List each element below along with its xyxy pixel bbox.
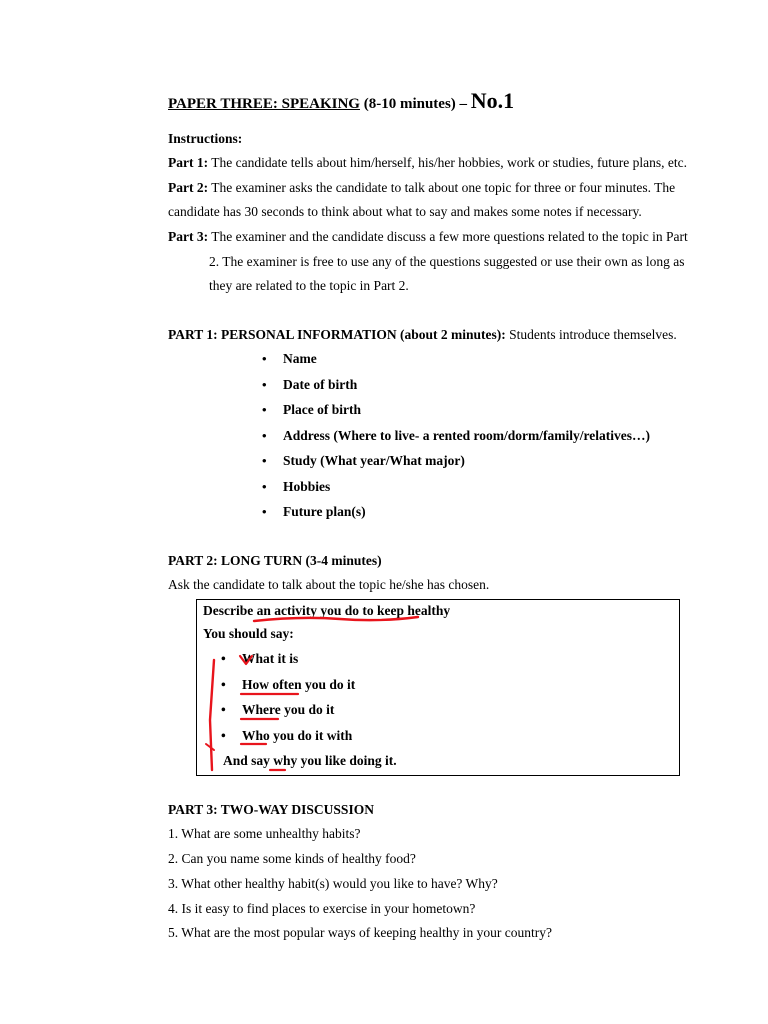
part1-heading-label: PART 1: PERSONAL INFORMATION (about 2 minutes): [168, 327, 506, 342]
instruction-part3-text: The examiner and the candidate discuss a few more questions related to the topic in Part [208, 229, 688, 244]
title-main: PAPER THREE: SPEAKING [168, 96, 360, 112]
cue-card [196, 599, 680, 776]
title-duration: (8-10 minutes) [363, 96, 460, 112]
instruction-part3-cont1: 2. The examiner is free to use any of the questions suggested or use their own as long as [209, 254, 685, 269]
list-item: 3. What other healthy habit(s) would you like to have? Why? [168, 876, 498, 891]
title-dash: – [459, 96, 471, 112]
part1-subtitle: Students introduce themselves. [505, 327, 677, 342]
instruction-part1-label: Part 1: [168, 155, 209, 170]
instruction-part1-text: The candidate tells about him/herself, his/her hobbies, work or studies, future plans, etc. [208, 155, 687, 170]
title-number: No.1 [470, 88, 515, 113]
instruction-part3 [168, 229, 688, 245]
list-item: • How often you do it [221, 676, 355, 702]
list-item: • Address (Where to live- a rented room/dorm/family/relatives…) [262, 427, 650, 453]
list-item: • Name [262, 350, 650, 376]
instruction-part3-cont2: they are related to the topic in Part 2. [209, 278, 409, 293]
list-item: 4. Is it easy to find places to exercise in your hometown? [168, 901, 476, 916]
part2-instruction: Ask the candidate to talk about the topic he/she has chosen. [168, 577, 490, 592]
list-item: • Who you do it with [221, 727, 355, 753]
instructions-heading: Instructions: [168, 131, 243, 146]
instruction-part2 [168, 180, 675, 196]
list-item: • Future plan(s) [262, 503, 650, 529]
list-item: 1. What are some unhealthy habits? [168, 826, 361, 841]
page-title [168, 88, 514, 114]
instruction-part2-cont: candidate has 30 seconds to think about what to say and makes some notes if necessary. [168, 204, 642, 219]
part2-heading: PART 2: LONG TURN (3-4 minutes) [168, 553, 382, 568]
cue-card-closing: And say why you like doing it. [223, 753, 397, 768]
instruction-part2-text: The examiner asks the candidate to talk about one topic for three or four minutes. The [208, 180, 676, 195]
list-item: 2. Can you name some kinds of healthy food? [168, 851, 416, 866]
instruction-part3-label: Part 3: [168, 229, 209, 244]
cue-card-topic: Describe an activity you do to keep healthy [203, 603, 451, 618]
list-item: • Study (What year/What major) [262, 452, 650, 478]
cue-card-points [221, 650, 355, 752]
list-item: • Date of birth [262, 376, 650, 402]
part3-heading: PART 3: TWO-WAY DISCUSSION [168, 802, 374, 817]
personal-info-list [262, 350, 650, 529]
cue-card-prompt: You should say: [203, 626, 294, 641]
instruction-part1 [168, 155, 687, 171]
instruction-part2-label: Part 2: [168, 180, 209, 195]
list-item: • Place of birth [262, 401, 650, 427]
list-item: • What it is [221, 650, 355, 676]
part1-heading [168, 327, 677, 343]
list-item: • Hobbies [262, 478, 650, 504]
list-item: 5. What are the most popular ways of keeping healthy in your country? [168, 925, 553, 940]
list-item: • Where you do it [221, 701, 355, 727]
